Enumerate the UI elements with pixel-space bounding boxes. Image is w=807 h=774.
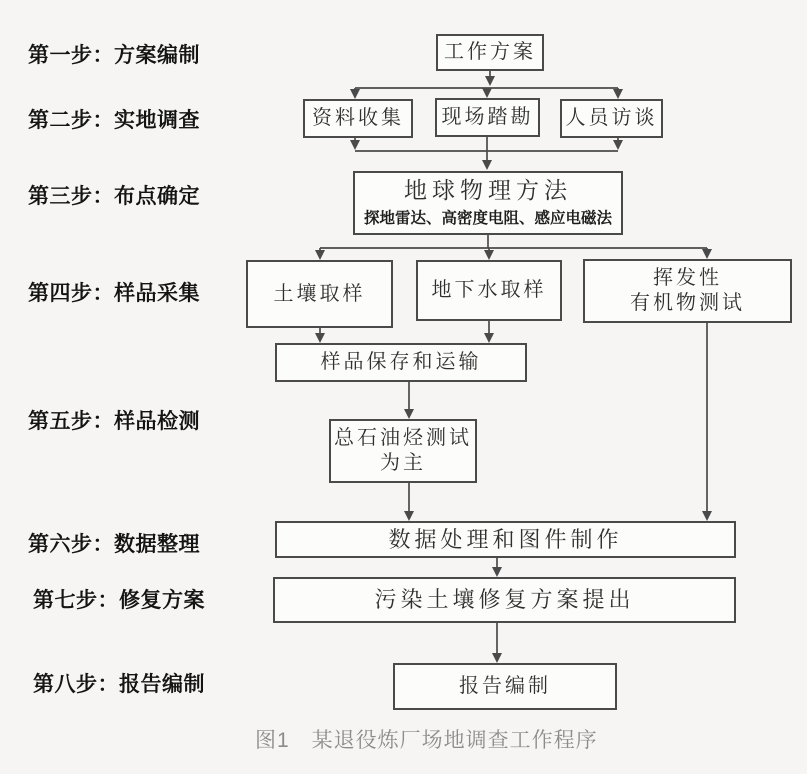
step-label-8: 第八步：报告编制 [33,673,205,696]
geophysics-subtitle: 探地雷达、高密度电阻、感应电磁法 [363,210,612,228]
step-label-6: 第六步：数据整理 [28,533,200,556]
tph-line2: 为主 [380,452,426,474]
box-voc-testing [583,259,792,323]
step-label-4: 第四步：样品采集 [28,282,200,305]
tph-line1: 总石油烃测试 [334,427,472,449]
box-geophysics [353,171,623,235]
box-tph-testing [329,419,477,483]
geophysics-title: 地球物理方法 [404,178,572,204]
figure-caption: 图1 某退役炼厂场地调查工作程序 [255,729,598,752]
box-groundwater-sampling: 地下水取样 [416,260,562,321]
step-label-1: 第一步：方案编制 [28,44,200,67]
box-site-survey: 现场踏勘 [435,98,540,137]
box-work-plan: 工作方案 [436,34,544,71]
box-data-collection: 资料收集 [303,99,413,138]
voc-line1: 挥发性 [653,267,722,289]
step-label-7: 第七步：修复方案 [33,589,205,612]
box-sample-storage: 样品保存和运输 [275,343,527,382]
step-label-5: 第五步：样品检测 [28,410,200,433]
box-interviews: 人员访谈 [560,99,663,138]
box-soil-sampling: 土壤取样 [246,260,393,328]
step-label-2: 第二步：实地调查 [28,109,200,132]
box-data-processing: 数据处理和图件制作 [275,521,736,558]
box-remediation-plan: 污染土壤修复方案提出 [273,577,736,623]
step-label-3: 第三步：布点确定 [28,185,200,208]
voc-line2: 有机物测试 [630,292,745,314]
box-report: 报告编制 [393,663,617,710]
